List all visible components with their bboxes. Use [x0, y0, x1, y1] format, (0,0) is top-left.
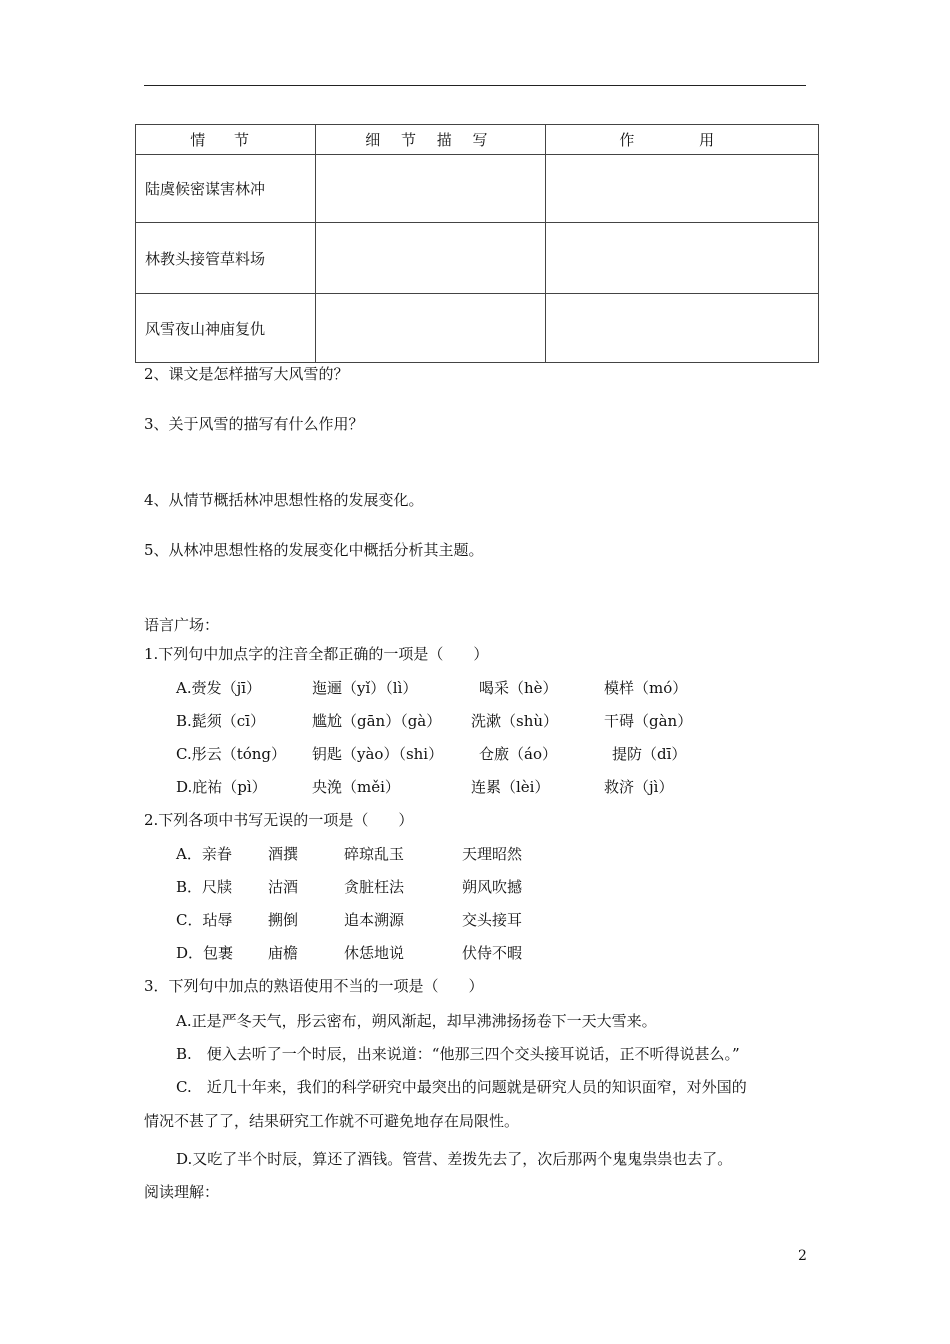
table-cell	[316, 155, 545, 223]
table-cell	[545, 294, 818, 363]
table-cell	[316, 223, 545, 294]
header-rule	[144, 85, 806, 86]
ex1-option: 提防（dī）	[612, 745, 687, 763]
table-cell	[545, 223, 818, 294]
ex3-option-c: C. 近几十年来，我们的科学研究中最突出的问题就是研究人员的知识面窄，对外国的	[176, 1078, 747, 1096]
table-cell: 风雪夜山神庙复仇	[136, 294, 316, 363]
ex2-option: 贪脏枉法	[344, 878, 405, 896]
exercise-2-stem: 2.下列各项中书写无误的一项是（ ）	[144, 811, 414, 829]
ex3-option-b: B. 便入去听了一个时辰，出来说道：“他那三四个交头接耳说话，正不听得说甚么。”	[176, 1045, 740, 1063]
ex1-option: 央浼（měi）	[312, 778, 400, 796]
language-heading: 语言广场：	[144, 616, 220, 634]
ex2-option: 天理昭然	[462, 845, 523, 863]
ex1-option: A.赍发（jī）	[176, 679, 262, 697]
ex2-option: 朔风吹撼	[462, 878, 523, 896]
ex2-option: 交头接耳	[462, 911, 523, 929]
question-4: 4、从情节概括林冲思想性格的发展变化。	[144, 491, 424, 509]
plot-table	[135, 124, 819, 363]
ex1-option: 钥匙（yào）（shi）	[312, 745, 444, 763]
ex1-option: 干碍（gàn）	[604, 712, 693, 730]
ex1-option: 救济（jì）	[604, 778, 674, 796]
question-5: 5、从林冲思想性格的发展变化中概括分析其主题。	[144, 541, 484, 559]
ex1-option: 喝采（hè）	[479, 679, 558, 697]
ex1-option: C.彤云（tóng）	[176, 745, 287, 763]
table-row	[136, 294, 819, 363]
ex3-option-c-continued: 情况不甚了了，结果研究工作就不可避免地存在局限性。	[144, 1112, 520, 1130]
ex1-option: 尴尬（gān）（gà）	[312, 712, 442, 730]
ex2-option: A．亲眷	[176, 845, 232, 863]
ex2-option: 沽酒	[268, 878, 299, 896]
table-cell	[545, 155, 818, 223]
ex2-option: 追本溯源	[344, 911, 405, 929]
question-3: 3、关于风雪的描写有什么作用？	[144, 415, 364, 433]
exercise-1-stem: 1.下列句中加点字的注音全都正确的一项是（ ）	[144, 645, 489, 663]
exercise-3-stem: 3．下列句中加点的熟语使用不当的一项是（ ）	[144, 977, 484, 995]
header-function: 作 用	[545, 125, 818, 155]
ex1-option: 连累（lèi）	[471, 778, 550, 796]
table-cell: 林教头接管草料场	[136, 223, 316, 294]
table-row	[136, 155, 819, 223]
ex1-option: 洗漱（shù）	[471, 712, 559, 730]
ex2-option: 庙檐	[268, 944, 299, 962]
table-header-row	[136, 125, 819, 155]
ex2-option: 伏侍不暇	[462, 944, 523, 962]
header-detail: 细 节 描 写	[316, 125, 545, 155]
ex2-option: 休恁地说	[344, 944, 405, 962]
table-row	[136, 223, 819, 294]
ex1-option: D.庇祐（pì）	[176, 778, 267, 796]
table-cell	[316, 294, 545, 363]
ex1-option: B.髭须（cī）	[176, 712, 265, 730]
ex1-option: 模样（mó）	[604, 679, 688, 697]
ex1-option: 仓廒（áo）	[479, 745, 557, 763]
ex1-option: 迤逦（yǐ）（lì）	[312, 679, 418, 697]
header-plot: 情 节	[136, 125, 316, 155]
ex3-option-a: A.正是严冬天气，彤云密布，朔风渐起，却早沸沸扬扬卷下一天大雪来。	[176, 1012, 657, 1030]
reading-heading: 阅读理解：	[144, 1183, 220, 1201]
ex2-option: B．尺牍	[176, 878, 233, 896]
table-cell: 陆虞候密谋害林冲	[136, 155, 316, 223]
ex3-option-d: D.又吃了半个时辰，算还了酒钱。管营、差拨先去了，次后那两个鬼鬼祟祟也去了。	[176, 1150, 733, 1168]
ex2-option: 酒撰	[268, 845, 299, 863]
ex2-option: 碎琼乱玉	[344, 845, 405, 863]
ex2-option: 搠倒	[268, 911, 299, 929]
ex2-option: D．包裹	[176, 944, 234, 962]
page-number: 2	[798, 1248, 807, 1264]
question-2: 2、课文是怎样描写大风雪的？	[144, 365, 349, 383]
ex2-option: C．玷辱	[176, 911, 233, 929]
